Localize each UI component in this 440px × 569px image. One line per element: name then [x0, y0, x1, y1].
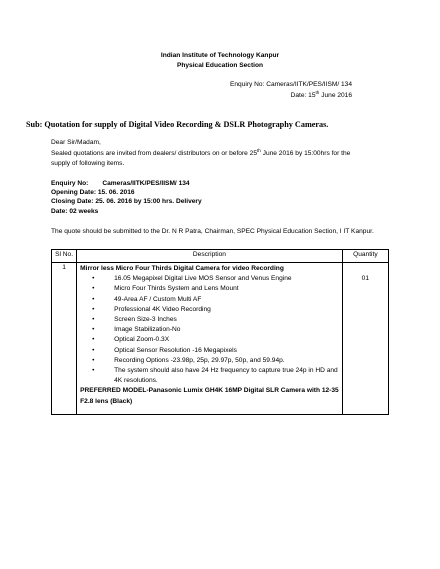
header-sl-no: Sl No.: [52, 250, 77, 263]
header-description: Description: [77, 250, 343, 263]
preferred-model-line-2: F2.8 lens (Black): [80, 397, 133, 405]
cell-description: [77, 263, 343, 415]
spec-item: • 49-Area AF / Custom Multi AF: [102, 295, 339, 305]
enquiry-number: Enquiry No: Cameras/IITK/PES/IISM/ 134: [229, 81, 352, 88]
institute-name: Indian Institute of Technology Kanpur: [160, 52, 280, 59]
spec-item: • The system should also have 24 Hz frequency to capture true 24p in HD and 4K resolutions.: [102, 366, 339, 386]
table-row: [52, 263, 389, 415]
preferred-model-line-1: PREFERRED MODEL-Panasonic Lumix GH4K 16MP Digital SLR Camera with 12-35: [80, 387, 339, 395]
enquiry-detail: Enquiry No: Cameras/IITK/PES/IISM/ 134: [51, 180, 190, 187]
spec-item: • Recording Options -23.98p, 25p, 29.97p, 50p, and 59.94p.: [102, 356, 339, 366]
body-line-1: Sealed quotations are invited from dealers/ distributors on or before 25th June 2016 by 15:00hrs for the: [51, 147, 351, 157]
quotation-table: [51, 249, 389, 415]
spec-list: [80, 274, 339, 386]
salutation: Dear Sir/Madam,: [51, 139, 101, 146]
header-quantity: Quantity: [342, 250, 388, 263]
body-line-2: supply of following items.: [51, 160, 125, 167]
spec-item: • Optical Sensor Resolution -16 Megapixels: [102, 346, 339, 356]
subject-line: Sub: Quotation for supply of Digital Video Recording & DSLR Photography Cameras.: [26, 120, 329, 129]
delivery-date: Date: 02 weeks: [51, 208, 99, 215]
item-title: Mirror less Micro Four Thirds Digital Camera for video Recording: [80, 265, 284, 272]
spec-item: • Micro Four Thirds System and Lens Mount: [102, 284, 339, 294]
cell-sl-no: 1: [52, 263, 77, 415]
closing-date: Closing Date: 25. 06. 2016 by 15:00 hrs. Delivery: [51, 198, 202, 205]
spec-item: • Optical Zoom-0.3X: [102, 335, 339, 345]
opening-date: Opening Date: 15. 06. 2016: [51, 189, 135, 196]
cell-quantity: 01: [342, 263, 388, 415]
section-name: Physical Education Section: [176, 62, 264, 69]
spec-item: • Screen Size-3 Inches: [102, 315, 339, 325]
letter-date: Date: 15th June 2016: [290, 89, 352, 99]
spec-item: • Image Stabilization-No: [102, 325, 339, 335]
spec-item: • Professional 4K Video Recording: [102, 305, 339, 315]
spec-item: • 16.05 Megapixel Digital Live MOS Sensor and Venus Engine: [102, 274, 339, 284]
submission-note: The quote should be submitted to the Dr. N R Patra, Chairman, SPEC Physical Education Section, I IT Kanpur.: [51, 228, 374, 235]
table-header-row: [52, 250, 389, 263]
